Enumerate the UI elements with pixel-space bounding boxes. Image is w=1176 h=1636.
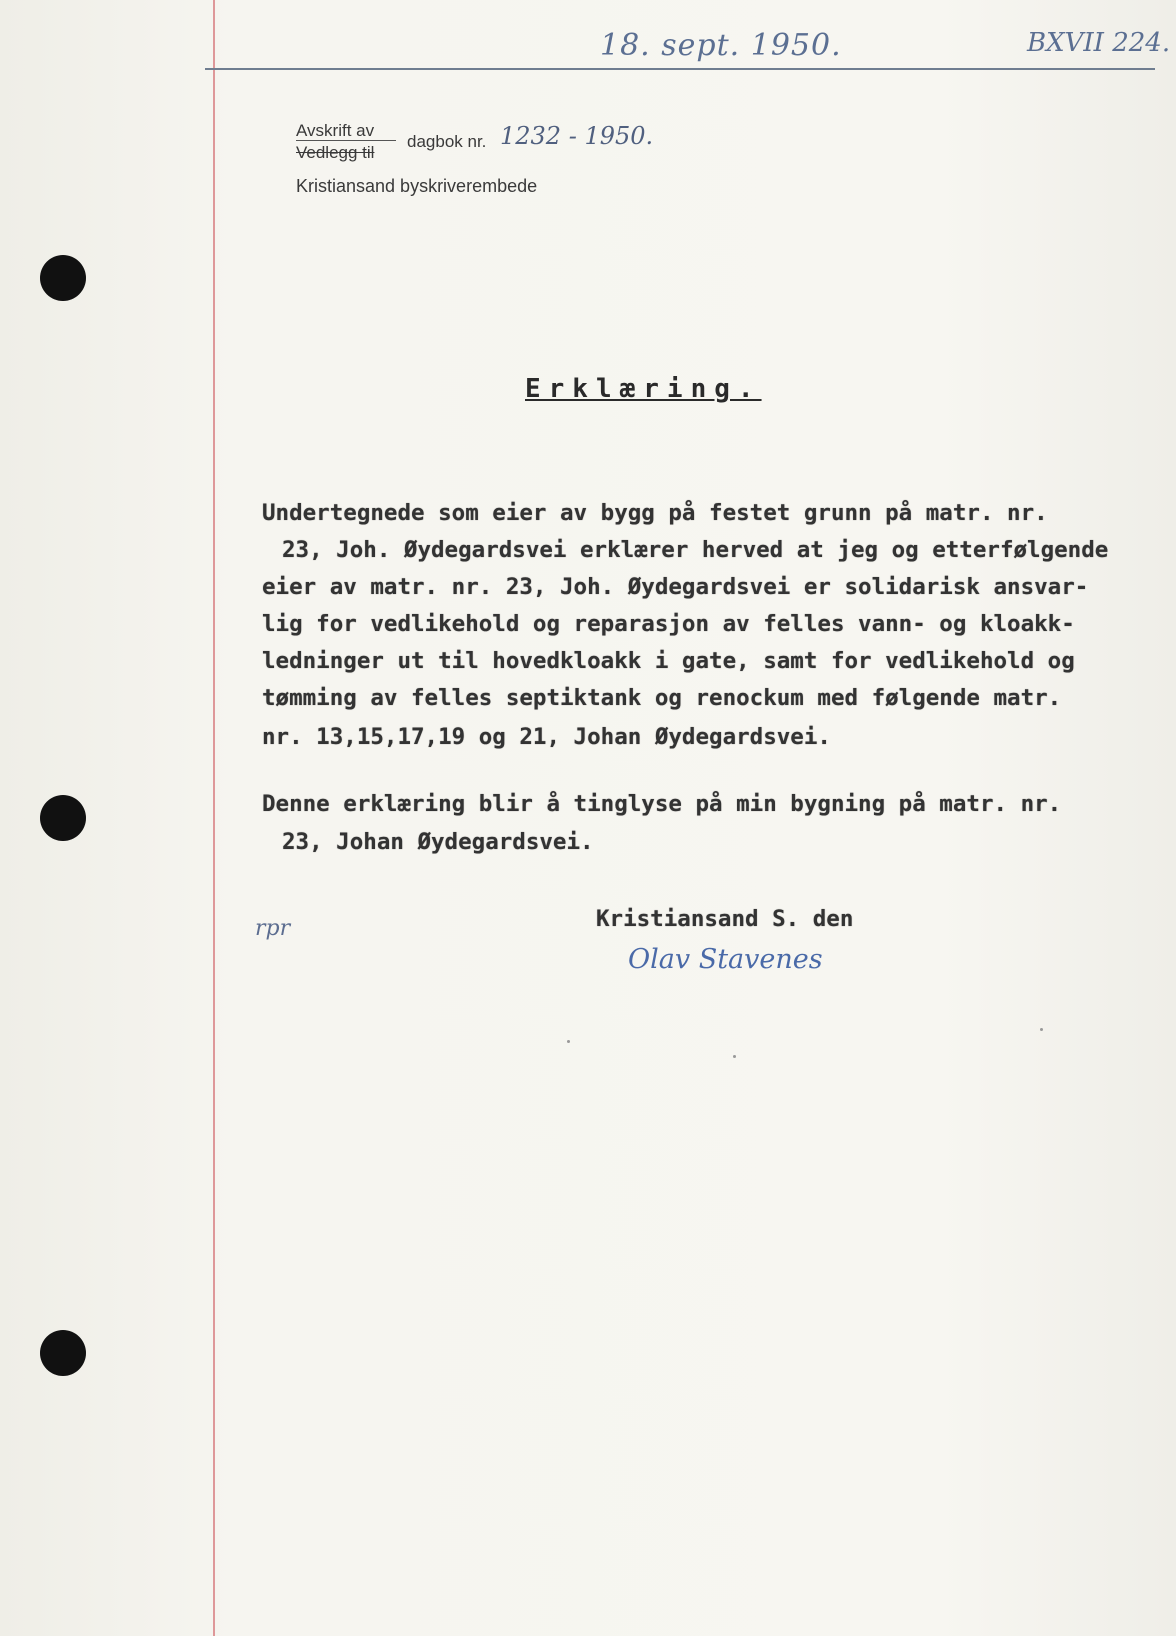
dagbok-number: 1232 - 1950. bbox=[500, 122, 654, 150]
stamp-divider bbox=[296, 140, 396, 141]
paragraph1-line: nr. 13,15,17,19 og 21, Johan Øydegardsvei. bbox=[262, 724, 831, 750]
margin-initials: rpr bbox=[255, 916, 291, 941]
stamp-office: Kristiansand byskriverembede bbox=[296, 176, 538, 196]
paragraph1-line: eier av matr. nr. 23, Joh. Øydegardsvei er solidarisk ansvar- bbox=[262, 574, 1089, 600]
punch-hole-bottom bbox=[40, 1330, 86, 1376]
paragraph1-line: lig for vedlikehold og reparasjon av felles vann- og kloakk- bbox=[262, 611, 1075, 637]
header-rule bbox=[205, 68, 1155, 70]
paragraph1-line: Undertegnede som eier av bygg på festet grunn på matr. nr. bbox=[262, 500, 1048, 526]
handwritten-date: 18. sept. 1950. bbox=[600, 28, 842, 63]
document-title: Erklæring. bbox=[525, 374, 762, 404]
punch-hole-middle bbox=[40, 795, 86, 841]
paragraph2-line: 23, Johan Øydegardsvei. bbox=[282, 829, 594, 855]
paragraph1-line: ledninger ut til hovedkloakk i gate, samt for vedlikehold og bbox=[262, 648, 1075, 674]
paper-speck bbox=[567, 1040, 570, 1043]
place-date-line: Kristiansand S. den bbox=[596, 906, 854, 932]
paragraph1-line: tømming av felles septiktank og renockum med følgende matr. bbox=[262, 685, 1062, 711]
paper-speck bbox=[733, 1055, 736, 1058]
margin-line bbox=[213, 0, 215, 1636]
stamp-avskrift: Avskrift av bbox=[296, 121, 375, 140]
paragraph2-line: Denne erklæring blir å tinglyse på min bygning på matr. nr. bbox=[262, 791, 1062, 817]
paragraph1-line: 23, Joh. Øydegardsvei erklærer herved at jeg og etterfølgende bbox=[282, 537, 1109, 563]
stamp-vedlegg-struck: Vedlegg til bbox=[296, 143, 375, 162]
punch-hole-top bbox=[40, 255, 86, 301]
handwritten-reference: BXVII 224. bbox=[1027, 28, 1171, 58]
stamp-dagbok-label: dagbok nr. bbox=[407, 132, 487, 151]
signature: Olav Stavenes bbox=[628, 944, 823, 975]
paper-speck bbox=[1040, 1028, 1043, 1031]
